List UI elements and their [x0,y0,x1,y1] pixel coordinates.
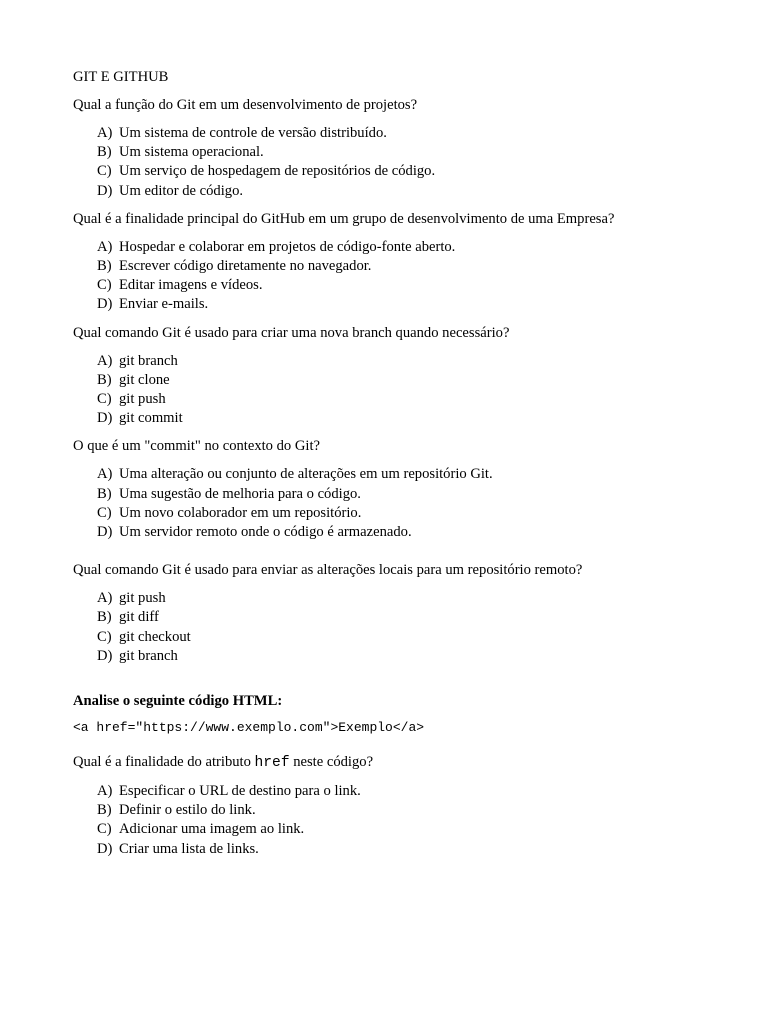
option-text: Enviar e-mails. [119,296,209,313]
option-letter: B) [97,485,112,502]
html-section-heading: Analise o seguinte código HTML: [73,693,283,710]
options-list-4 [97,465,713,542]
option-text: git clone [119,371,170,388]
option-letter: C) [97,504,112,521]
option-letter: B) [97,258,112,275]
option-letter: C) [97,391,112,408]
option-5b [97,608,713,627]
option-text: Hospedar e colaborar em projetos de código-fonte aberto. [119,238,456,255]
option-text: git branch [119,352,178,369]
option-letter: B) [97,609,112,626]
options-list-6 [97,782,713,859]
option-text: Um editor de código. [119,182,244,199]
option-6c [97,820,713,839]
option-1d [97,182,713,201]
option-5c [97,628,713,647]
option-2c [97,276,713,295]
question-6 [73,753,713,773]
option-letter: D) [97,410,113,427]
option-text: Uma alteração ou conjunto de alterações em um repositório Git. [119,466,493,483]
option-letter: B) [97,371,112,388]
question-5: Qual comando Git é usado para enviar as alterações locais para um repositório remoto? [73,562,583,579]
option-text: git diff [119,609,159,626]
option-2d [97,295,713,314]
spacer [73,551,713,561]
option-6b [97,801,713,820]
option-letter: C) [97,628,112,645]
option-text: Um sistema de controle de versão distribuído. [119,125,387,141]
option-text: git push [119,391,166,408]
option-text: Um servidor remoto onde o código é armazenado. [119,524,412,541]
option-letter: B) [97,802,112,819]
question-1: Qual a função do Git em um desenvolvimento de projetos? [73,97,418,113]
question-6-pre: Qual é a finalidade do atributo [73,754,255,771]
option-1a [97,124,713,143]
option-text: git checkout [119,628,191,645]
option-4a [97,465,713,484]
option-letter: D) [97,647,113,664]
option-text: Criar uma lista de links. [119,840,259,857]
option-letter: D) [97,524,113,541]
option-text: Especificar o URL de destino para o link. [119,783,361,800]
option-letter: A) [97,466,113,483]
option-letter: A) [97,238,113,255]
html-code-snippet: <a href="https://www.exemplo.com">Exemplo</a> [73,720,425,736]
option-letter: C) [97,163,112,180]
options-list-3 [97,352,713,429]
option-letter: D) [97,840,113,857]
option-text: git branch [119,647,178,664]
option-5a [97,589,713,608]
options-list-2 [97,238,713,315]
option-3b [97,371,713,390]
option-letter: D) [97,296,113,313]
option-letter: A) [97,125,113,141]
spacer [73,675,713,692]
option-3c [97,390,713,409]
option-6a [97,782,713,801]
option-letter: A) [97,590,113,607]
option-4b [97,485,713,504]
option-text: Editar imagens e vídeos. [119,277,263,294]
option-letter: A) [97,352,113,369]
option-4c [97,504,713,523]
document-title: GIT E GITHUB [73,69,169,85]
option-1c [97,162,713,181]
question-6-post: neste código? [289,754,374,771]
option-letter: D) [97,182,113,199]
option-1b [97,143,713,162]
option-4d [97,523,713,542]
document-page [73,68,713,868]
options-list-5 [97,589,713,666]
option-letter: C) [97,277,112,294]
question-4: O que é um "commit" no contexto do Git? [73,438,320,455]
option-3a [97,352,713,371]
option-letter: B) [97,144,112,161]
option-2b [97,257,713,276]
option-text: Escrever código diretamente no navegador. [119,258,372,275]
option-2a [97,238,713,257]
option-text: Uma sugestão de melhoria para o código. [119,485,361,502]
option-text: Um novo colaborador em um repositório. [119,504,362,521]
question-3: Qual comando Git é usado para criar uma nova branch quando necessário? [73,324,510,341]
options-list-1 [97,124,713,201]
option-5d [97,647,713,666]
question-6-code: href [254,755,290,772]
option-text: Adicionar uma imagem ao link. [119,821,305,838]
option-text: git commit [119,410,183,427]
option-letter: C) [97,821,112,838]
option-text: Um serviço de hospedagem de repositórios de código. [119,163,436,180]
option-text: git push [119,590,166,607]
option-text: Um sistema operacional. [119,144,264,161]
option-text: Definir o estilo do link. [119,802,256,819]
option-6d [97,840,713,859]
option-letter: A) [97,783,113,800]
option-3d [97,409,713,428]
question-2: Qual é a finalidade principal do GitHub em um grupo de desenvolvimento de uma Empresa? [73,210,615,227]
